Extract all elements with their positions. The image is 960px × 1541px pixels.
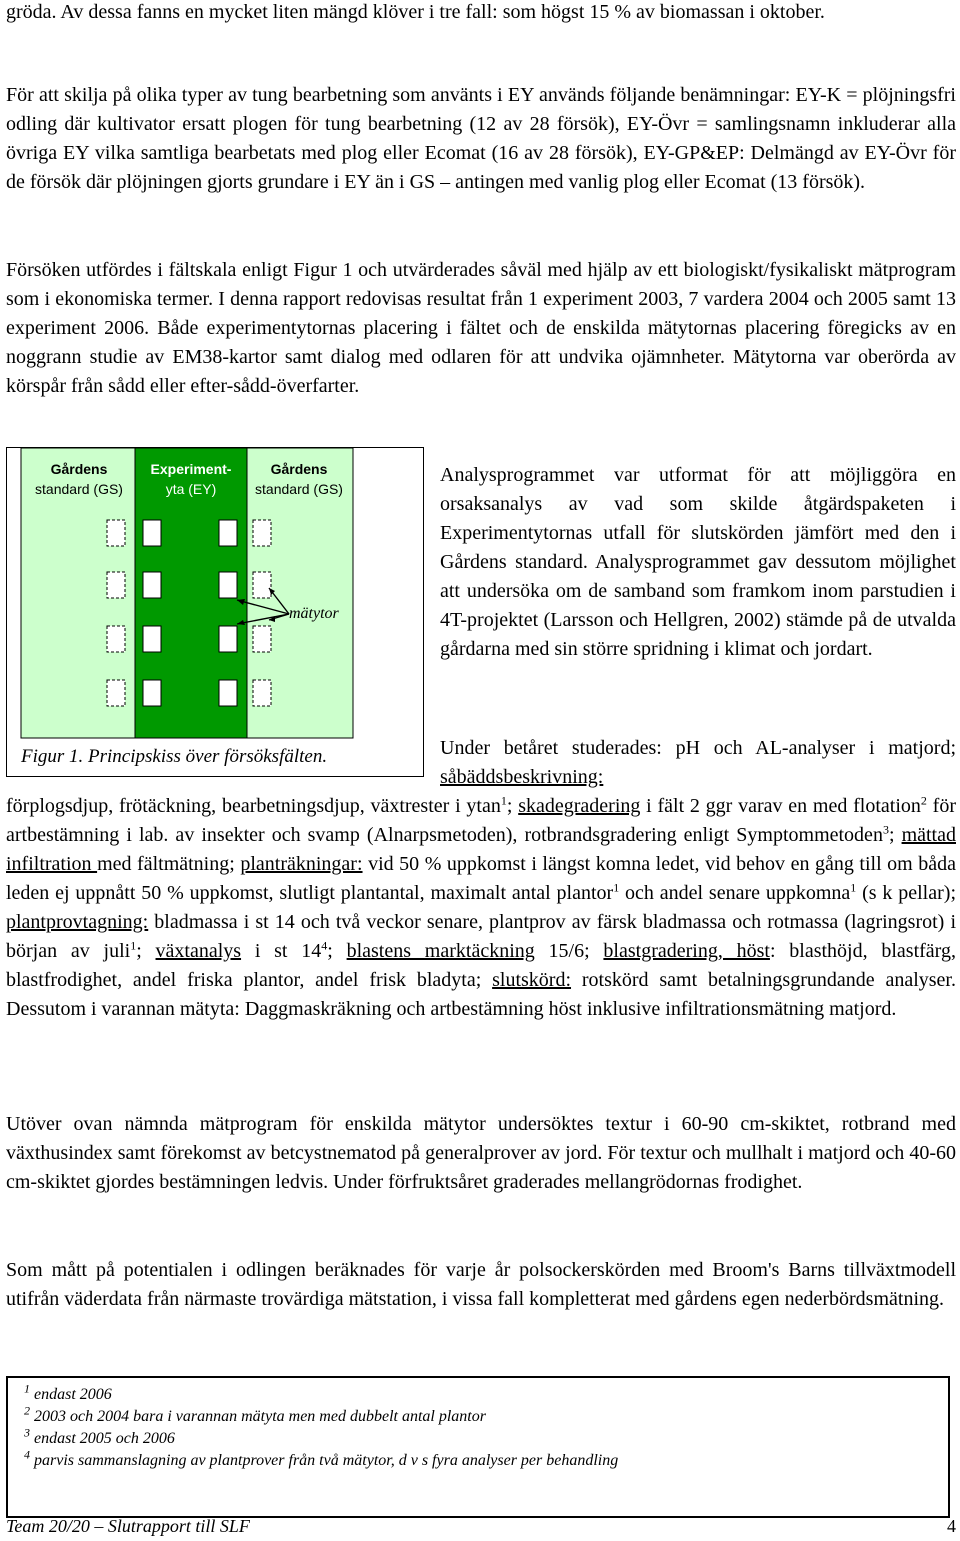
term-blastgradering: blastgradering, höst <box>603 940 770 962</box>
label-ey-line2: yta (EY) <box>165 481 217 497</box>
figure-caption: Figur 1. Principskiss över försöksfälten. <box>21 746 328 767</box>
term-mattad-infiltration: mättad infiltration <box>6 824 956 875</box>
field-sketch-graphic <box>7 448 423 776</box>
paragraph-measurements-first-line <box>440 734 956 792</box>
term-plantprovtagning: plantprovtagning: <box>6 911 149 933</box>
term-slutskord: slutskörd: <box>492 969 572 991</box>
label-gs-left-line1: Gårdens <box>50 461 108 477</box>
paragraph-potential: Som mått på potentialen i odlingen beräknades för varje år polsockerskörden med Broom's Barns tillväxtmodell utifrån väderdata från närmaste trovärdiga mätstation, i vissa fall kompletterat med gårdens egen nederbördsmätning. <box>6 1259 956 1310</box>
term-vaxtanalys: växtanalys <box>155 940 242 962</box>
paragraph-method: Försöken utfördes i fältskala enligt Figur 1 och utvärderades såväl med hjälp av ett biologiskt/fysikaliskt mätprogram som i ekonomiska termer. I denna rapport redovisas resultat från 1 experiment 2003, 7 vardera 2004 och 2005 samt 13 experiment 2006. Både experimentytornas placering i fältet och de enskilda mätytornas placering föregicks av en noggrann studie av EM38-kartor samt dialog med odlaren för att undvika ojämnheter. Mätytorna var oberörda av körspår från sådd eller efter-sådd-överfarter. <box>6 259 956 397</box>
label-matytor: mätytor <box>289 605 339 622</box>
footnote: $^3$ endast 2005 och 2006 <box>24 1425 175 1447</box>
footer-title: Team 20/20 – Slutrapport till SLF <box>6 1516 250 1536</box>
footnote: $^4$ parvis sammanslagning av plantprover från två mätytor, d v s fyra analyser per behandling <box>24 1447 619 1469</box>
paragraph-analysis: Analysprogrammet var utformat för att möjliggöra en orsaksanalys av vad som skilde åtgärdspaketen i Experimentytornas utfall för slutskörden jämfört med den i Gårdens standard. Analysprogrammet gav dessutom möjlighet att undersöka om de samband som framkom inom parstudien i 4T-projektet (Larsson och Hellgren, 2002) stämde på de utvalda gårdarna med sin större spridning i klimat och jordart. <box>440 464 956 660</box>
footnote: $^2$ 2003 och 2004 bara i varannan mätyta men med dubbelt antal plantor <box>24 1403 486 1425</box>
page-number: 4 <box>947 1516 956 1536</box>
paragraph-additional: Utöver ovan nämnda mätprogram för enskilda mätytor undersöktes textur i 60-90 cm-skiktet, rotbrand med växthusindex samt förekomst av betcystnematod på generalprover av jord. För textur och mullhalt i matjord och 40-60 cm-skiktet gjordes bestämningen ledvis. Under förfruktsåret graderades mellangrödornas frodighet. <box>6 1113 956 1193</box>
measurements-intro: Under betåret studerades: pH och AL-analyser i matjord; <box>440 737 956 759</box>
footnote: $^1$ endast 2006 <box>24 1381 112 1403</box>
term-skadegradering: skadegradering <box>518 795 641 817</box>
term-plantrakningar: planträkningar: <box>240 853 363 875</box>
label-gs-right-line1: Gårdens <box>270 461 328 477</box>
footnotes-box <box>6 1376 950 1518</box>
paragraph-definitions: För att skilja på olika typer av tung bearbetning som använts i EY används följande benämningar: EY-K = plöjningsfri odling där kultivator ersatt plogen för tung bearbetning (12 av 28 försök), EY-Övr = samlingsnamn inkluderar alla övriga EY vilka samtliga bearbetats med plog eller Ecomat (16 av 28 försök), EY-GP&EP: Delmängd av EY-Övr för de försök där plöjningen gjorts grundare i EY än i GS – antingen med vanlig plog eller Ecomat (13 försök). <box>6 84 956 193</box>
figure-field-sketch <box>6 447 424 777</box>
term-sabaddsbeskrivning: såbäddsbeskrivning: <box>440 766 604 788</box>
label-gs-right-line2: standard (GS) <box>255 481 343 497</box>
label-ey-line1: Experiment- <box>150 461 232 477</box>
paragraph-intro: gröda. Av dessa fanns en mycket liten mängd klöver i tre fall: som högst 15 % av biomassan i oktober. <box>6 1 825 23</box>
label-gs-left-line2: standard (GS) <box>35 481 123 497</box>
paragraph-measurements: förplogsdjup, frötäckning, bearbetningsdjup, växtrester i ytan$^1$; skadegradering i fält 2 ggr varav en med flotation$^2$ för artbestämning i lab. av insekter och svamp (Alnarpsmetoden), rotbrandsgradering enligt Symptommetoden$^3$; mättad infiltration med fältmätning; planträkningar: vid 50 % uppkomst i längst komna ledet, vid behov en gång till om båda leden ej uppnått 50 % uppkomst, slutligt plantantal, maximalt antal plantor$^1$ och andel senare uppkomna$^1$ (s k pellar); plantprovtagning: bladmassa i st 14 och två veckor senare, plantprov av färsk bladmassa och rotmassa (lagringsrot) i början av juli$^1$; växtanalys i st $14^4$; blastens marktäckning 15/6; blastgradering, höst: blasthöjd, blastfärg, blastfrodighet, andel friska plantor, andel frisk bladyta; slutskörd: rotskörd samt betalningsgrundande analyser. Dessutom i varannan mätyta: Daggmaskräkning och artbestämning höst inklusive infiltrationsmätning matjord. <box>6 793 957 1020</box>
term-blastens-marktackning: blastens marktäckning <box>346 940 535 962</box>
